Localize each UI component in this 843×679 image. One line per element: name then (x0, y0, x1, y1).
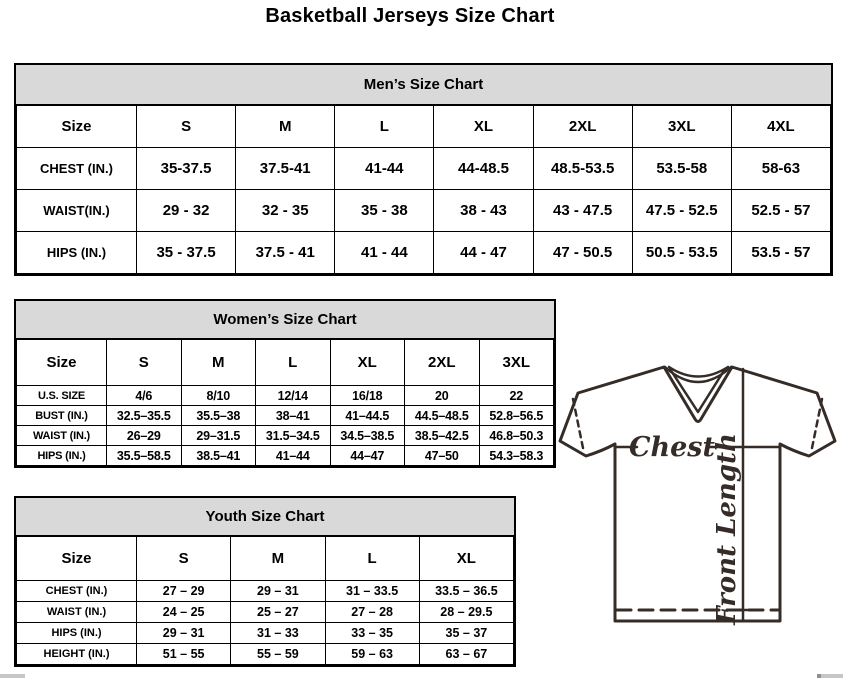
mens-value-cell: 44-48.5 (434, 148, 533, 190)
womens-value-cell: 4/6 (107, 386, 182, 406)
womens-column-header: 2XL (405, 340, 480, 386)
jersey-outline (560, 367, 835, 621)
bottom-right-fragment (817, 674, 843, 678)
womens-column-header: XL (330, 340, 405, 386)
womens-data-row (17, 446, 554, 466)
womens-value-cell: 26–29 (107, 426, 182, 446)
mens-value-cell: 41 - 44 (335, 232, 434, 274)
womens-value-cell: 29–31.5 (181, 426, 256, 446)
bottom-left-fragment (0, 674, 25, 678)
womens-header-row (17, 340, 554, 386)
front-length-label: Front Length (712, 433, 742, 625)
youth-value-cell: 33.5 – 36.5 (419, 581, 513, 602)
youth-data-row (17, 623, 514, 644)
youth-value-cell: 31 – 33 (231, 623, 325, 644)
mens-data-row (17, 232, 831, 274)
mens-value-cell: 53.5 - 57 (731, 232, 830, 274)
youth-value-cell: 24 – 25 (137, 602, 231, 623)
youth-value-cell: 29 – 31 (231, 581, 325, 602)
mens-column-header: 4XL (731, 106, 830, 148)
mens-value-cell: 43 - 47.5 (533, 190, 632, 232)
youth-header-row (17, 537, 514, 581)
youth-column-header: M (231, 537, 325, 581)
womens-value-cell: 35.5–58.5 (107, 446, 182, 466)
mens-value-cell: 37.5 - 41 (236, 232, 335, 274)
mens-column-header: L (335, 106, 434, 148)
mens-value-cell: 53.5-58 (632, 148, 731, 190)
mens-value-cell: 47 - 50.5 (533, 232, 632, 274)
mens-column-header: 3XL (632, 106, 731, 148)
womens-data-row (17, 426, 554, 446)
womens-column-header: 3XL (479, 340, 554, 386)
youth-row-label: HEIGHT (IN.) (17, 644, 137, 665)
youth-data-row (17, 644, 514, 665)
mens-value-cell: 35-37.5 (137, 148, 236, 190)
mens-data-row (17, 190, 831, 232)
womens-value-cell: 34.5–38.5 (330, 426, 405, 446)
youth-value-cell: 35 – 37 (419, 623, 513, 644)
womens-value-cell: 41–44 (256, 446, 331, 466)
youth-row-label: CHEST (IN.) (17, 581, 137, 602)
womens-column-header: M (181, 340, 256, 386)
mens-value-cell: 35 - 37.5 (137, 232, 236, 274)
youth-value-cell: 51 – 55 (137, 644, 231, 665)
womens-value-cell: 44.5–48.5 (405, 406, 480, 426)
womens-value-cell: 38–41 (256, 406, 331, 426)
mens-data-row (17, 148, 831, 190)
youth-size-chart-title: Youth Size Chart (16, 498, 514, 536)
youth-column-header: S (137, 537, 231, 581)
womens-value-cell: 54.3–58.3 (479, 446, 554, 466)
womens-size-chart (14, 299, 556, 468)
youth-column-header: L (325, 537, 419, 581)
mens-value-cell: 44 - 47 (434, 232, 533, 274)
mens-size-chart (14, 63, 833, 276)
youth-value-cell: 31 – 33.5 (325, 581, 419, 602)
womens-column-header: S (107, 340, 182, 386)
page-title: Basketball Jerseys Size Chart (265, 5, 555, 27)
mens-value-cell: 35 - 38 (335, 190, 434, 232)
youth-row-label: HIPS (IN.) (17, 623, 137, 644)
mens-size-table (16, 105, 831, 274)
womens-data-row (17, 386, 554, 406)
mens-value-cell: 48.5-53.5 (533, 148, 632, 190)
youth-value-cell: 29 – 31 (137, 623, 231, 644)
mens-value-cell: 41-44 (335, 148, 434, 190)
womens-value-cell: 8/10 (181, 386, 256, 406)
womens-value-cell: 22 (479, 386, 554, 406)
mens-value-cell: 58-63 (731, 148, 830, 190)
youth-value-cell: 28 – 29.5 (419, 602, 513, 623)
mens-column-header: 2XL (533, 106, 632, 148)
womens-value-cell: 46.8–50.3 (479, 426, 554, 446)
womens-value-cell: 47–50 (405, 446, 480, 466)
mens-row-label: CHEST (IN.) (17, 148, 137, 190)
jersey-measurement-diagram-icon (556, 357, 843, 647)
mens-column-header: S (137, 106, 236, 148)
womens-value-cell: 38.5–41 (181, 446, 256, 466)
youth-row-label: WAIST (IN.) (17, 602, 137, 623)
womens-value-cell: 12/14 (256, 386, 331, 406)
womens-value-cell: 35.5–38 (181, 406, 256, 426)
mens-value-cell: 38 - 43 (434, 190, 533, 232)
youth-value-cell: 63 – 67 (419, 644, 513, 665)
mens-header-row (17, 106, 831, 148)
youth-value-cell: 33 – 35 (325, 623, 419, 644)
chest-label: Chest (629, 432, 715, 463)
youth-data-row (17, 581, 514, 602)
youth-column-header: Size (17, 537, 137, 581)
mens-value-cell: 32 - 35 (236, 190, 335, 232)
youth-column-header: XL (419, 537, 513, 581)
youth-data-row (17, 602, 514, 623)
womens-row-label: HIPS (IN.) (17, 446, 107, 466)
womens-column-header: L (256, 340, 331, 386)
womens-row-label: BUST (IN.) (17, 406, 107, 426)
womens-row-label: WAIST (IN.) (17, 426, 107, 446)
womens-value-cell: 20 (405, 386, 480, 406)
mens-value-cell: 52.5 - 57 (731, 190, 830, 232)
womens-size-table (16, 339, 554, 466)
youth-value-cell: 59 – 63 (325, 644, 419, 665)
womens-row-label: U.S. SIZE (17, 386, 107, 406)
youth-value-cell: 27 – 28 (325, 602, 419, 623)
womens-value-cell: 31.5–34.5 (256, 426, 331, 446)
mens-value-cell: 37.5-41 (236, 148, 335, 190)
youth-value-cell: 55 – 59 (231, 644, 325, 665)
womens-value-cell: 32.5–35.5 (107, 406, 182, 426)
womens-column-header: Size (17, 340, 107, 386)
mens-value-cell: 47.5 - 52.5 (632, 190, 731, 232)
mens-column-header: XL (434, 106, 533, 148)
mens-row-label: HIPS (IN.) (17, 232, 137, 274)
mens-column-header: Size (17, 106, 137, 148)
mens-value-cell: 50.5 - 53.5 (632, 232, 731, 274)
mens-size-chart-title: Men’s Size Chart (16, 65, 831, 105)
womens-value-cell: 44–47 (330, 446, 405, 466)
mens-value-cell: 29 - 32 (137, 190, 236, 232)
womens-value-cell: 52.8–56.5 (479, 406, 554, 426)
womens-data-row (17, 406, 554, 426)
youth-size-chart (14, 496, 516, 667)
womens-value-cell: 41–44.5 (330, 406, 405, 426)
womens-value-cell: 16/18 (330, 386, 405, 406)
youth-value-cell: 27 – 29 (137, 581, 231, 602)
mens-column-header: M (236, 106, 335, 148)
womens-size-chart-title: Women’s Size Chart (16, 301, 554, 339)
womens-value-cell: 38.5–42.5 (405, 426, 480, 446)
youth-size-table (16, 536, 514, 665)
mens-row-label: WAIST(IN.) (17, 190, 137, 232)
youth-value-cell: 25 – 27 (231, 602, 325, 623)
